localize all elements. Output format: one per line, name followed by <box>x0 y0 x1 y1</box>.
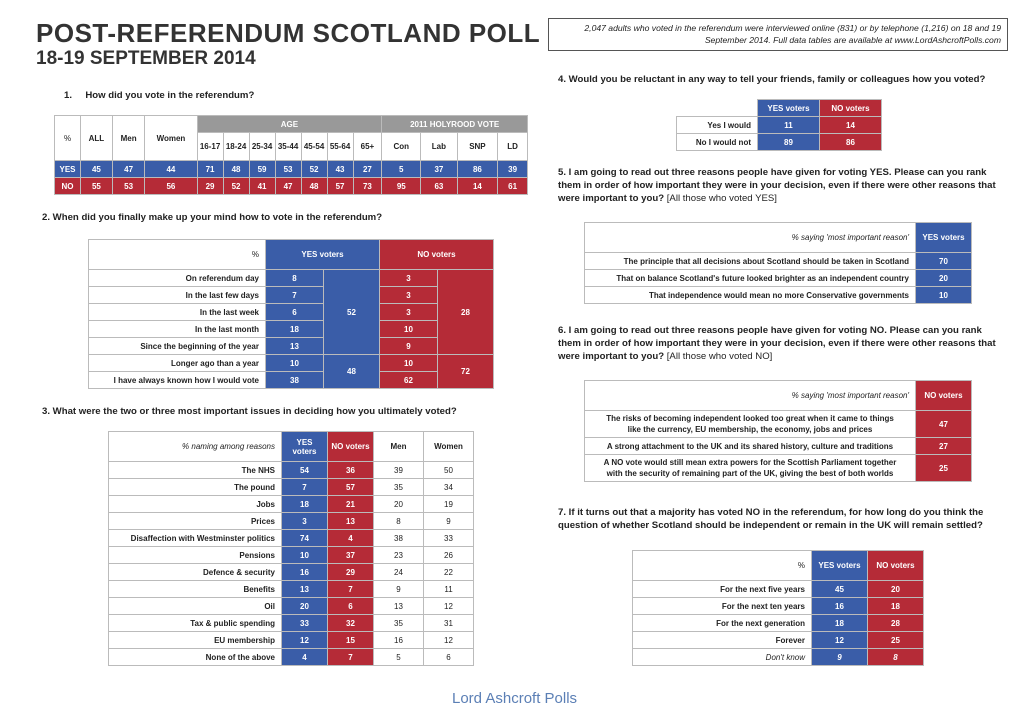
table-row: Disaffection with Westminster politics 74 4 38 33 <box>109 530 474 547</box>
table-row: Oil 20 6 13 12 <box>109 598 474 615</box>
q2-table: % YES voters NO voters On referendum day 8 52 3 28 In the last few days 7 3 In the last week 6 3 In the last month 18 10 Since the beginning of the year 13 9 Longer ago than a year 10 48 10 72 I have always known how I would vote 38 62 <box>88 239 494 389</box>
table-row: The pound 7 57 35 34 <box>109 479 474 496</box>
table-row: Jobs 18 21 20 19 <box>109 496 474 513</box>
pct-label: % <box>55 116 81 161</box>
page-subtitle: 18-19 SEPTEMBER 2014 <box>36 48 256 69</box>
q6-table: % saying 'most important reason' NO voters The risks of becoming independent looked too great when it came to things like the currency, EU membership, the economy, jobs and prices 47 A strong attachment to the UK and its shared history, culture and traditions 27 A NO vote would still mean extra powers for the Scottish Parliament together with the security of remaining part of the UK, giving the best of both worlds 25 <box>584 380 972 482</box>
q2-heading: 2. When did you finally make up your mind how to vote in the referendum? <box>42 212 383 223</box>
table-row: Pensions 10 37 23 26 <box>109 547 474 564</box>
table-row: Benefits 13 7 9 11 <box>109 581 474 598</box>
q1-table: % ALL Men Women AGE 2011 HOLYROOD VOTE 16-17 18-24 25-34 35-44 45-54 55-64 65+ Con Lab SNP LD YES 45 47 44 71 48 59 53 52 43 27 5 37 86 39 NO 55 53 56 29 52 41 47 48 57 73 95 63 14 61 <box>54 115 528 195</box>
q5-heading: 5. I am going to read out three reasons people have given for voting YES. Please can you rank them in order of how important they were in your decision, even if there were other reasons that were important to you? [All those who voted YES] <box>558 167 996 204</box>
q7-heading: 7. If it turns out that a majority has voted NO in the referendum, for how long do you think the question of whether Scotland should be independent or remain in the UK will remain settled? <box>558 507 984 531</box>
age-header: AGE <box>197 116 382 133</box>
q6-heading: 6. I am going to read out three reasons people have given for voting NO. Please can you rank them in order of how important they were in your decision, even if there were other reasons that were important to you? [All those who voted NO] <box>558 325 996 362</box>
table-row: EU membership 12 15 16 12 <box>109 632 474 649</box>
table-row: None of the above 4 7 5 6 <box>109 649 474 666</box>
table-row: Tax & public spending 33 32 35 31 <box>109 615 474 632</box>
table-row: Defence & security 16 29 24 22 <box>109 564 474 581</box>
q7-table: % YES voters NO voters For the next five years 45 20 For the next ten years 16 18 For the next generation 18 28 Forever 12 25 Don't know 9 8 <box>632 550 924 666</box>
q3-table: % naming among reasons YES voters NO voters Men Women The NHS 54 36 39 50 The pound 7 57 35 34 Jobs 18 21 20 19 Prices 3 13 8 9 Disaffection with Westminster politics 74 4 38 33 Pensions 10 37 23 26 Defence & security 16 29 24 22 Benefits 13 7 9 11 Oil 20 6 13 12 Tax & public spending 33 32 35 31 EU membership 12 15 16 12 None of the above 4 7 5 6 <box>108 431 474 666</box>
holyrood-header: 2011 HOLYROOD VOTE <box>382 116 528 133</box>
q1-row-no: NO 55 53 56 29 52 41 47 48 57 73 95 63 14 61 <box>55 178 528 195</box>
q3-heading: 3. What were the two or three most important issues in deciding how you ultimately voted? <box>42 406 457 417</box>
q1-heading: 1. How did you vote in the referendum? <box>64 90 255 101</box>
page-title: POST-REFERENDUM SCOTLAND POLL <box>36 18 541 48</box>
table-row: Prices 3 13 8 9 <box>109 513 474 530</box>
method-note: 2,047 adults who voted in the referendum were interviewed online (831) or by telephone (1,216) on 18 and 19 September 2014. Full data tables are available at www.LordAshcroftPolls.com <box>548 18 1008 51</box>
q5-table: % saying 'most important reason' YES voters The principle that all decisions about Scotland should be taken in Scotland 70 That on balance Scotland's future looked brighter as an independent country 20 That independence would mean no more Conservative governments 10 <box>584 222 972 304</box>
q4-heading: 4. Would you be reluctant in any way to tell your friends, family or colleagues how you voted? <box>558 74 986 85</box>
q1-row-yes: YES 45 47 44 71 48 59 53 52 43 27 5 37 86 39 <box>55 161 528 178</box>
footer-brand: Lord Ashcroft Polls <box>452 690 578 707</box>
table-row: The NHS 54 36 39 50 <box>109 462 474 479</box>
q4-table: YES voters NO voters Yes I would 11 14 No I would not 89 86 <box>676 99 882 151</box>
